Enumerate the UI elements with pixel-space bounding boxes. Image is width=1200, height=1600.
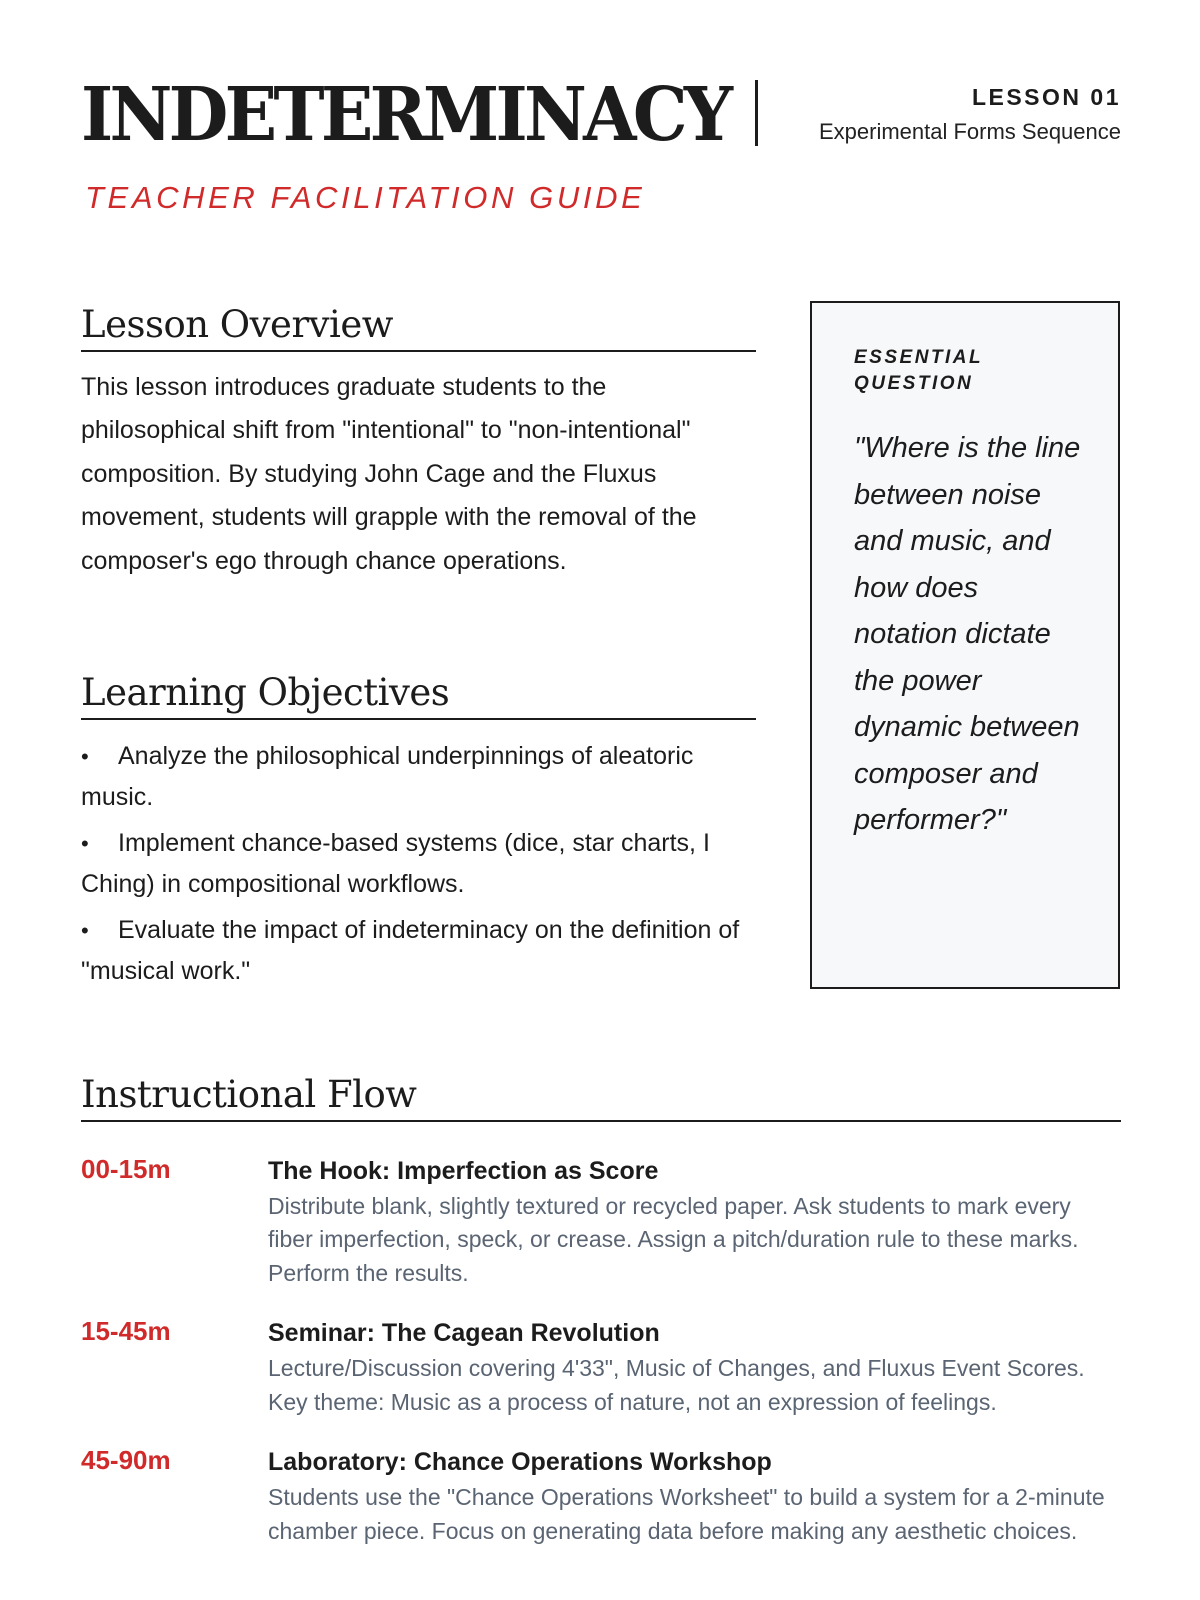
flow-item bbox=[81, 1316, 1121, 1419]
page-header bbox=[81, 72, 1121, 228]
flow-item bbox=[81, 1445, 1121, 1548]
instructional-flow-section bbox=[81, 1075, 1121, 1548]
objective-item bbox=[81, 823, 756, 904]
flow-item-description: Distribute blank, slightly textured or recycled paper. Ask students to mark every fiber imperfection, speck, or crease. Assign a pitch/duration rule to these marks. Perform the results. bbox=[268, 1192, 1079, 1286]
flow-item-description: Students use the "Chance Operations Worksheet" to build a system for a 2-minute chamber piece. Focus on generating data before making any aesthetic choices. bbox=[268, 1484, 1105, 1544]
objectives-list bbox=[81, 736, 756, 991]
flow-time: 00-15m bbox=[81, 1153, 171, 1184]
objective-item bbox=[81, 910, 756, 991]
learning-objectives-section bbox=[81, 673, 756, 997]
essential-question-label: ESSENTIAL QUESTION bbox=[854, 347, 983, 394]
flow-time: 15-45m bbox=[81, 1316, 171, 1347]
objective-text: Analyze the philosophical underpinnings of aleatoric music. bbox=[81, 741, 694, 811]
lesson-meta bbox=[819, 84, 1121, 145]
objective-item bbox=[81, 736, 756, 817]
flow-item-description: Lecture/Discussion covering 4'33", Music of Changes, and Fluxus Event Scores. Key theme: Music as a process of nature, not an expression of feelings. bbox=[268, 1355, 1085, 1415]
header-divider bbox=[755, 80, 758, 146]
page-title: INDETERMINACY bbox=[81, 72, 730, 158]
flow-time: 45-90m bbox=[81, 1445, 171, 1476]
objective-text: Implement chance-based systems (dice, star charts, I Ching) in compositional workflows. bbox=[81, 828, 710, 898]
flow-item bbox=[81, 1154, 1121, 1291]
objectives-heading: Learning Objectives bbox=[81, 673, 756, 720]
objective-text: Evaluate the impact of indeterminacy on the definition of "musical work." bbox=[81, 915, 740, 985]
bullet-icon: • bbox=[81, 830, 89, 856]
flow-heading: Instructional Flow bbox=[81, 1075, 1121, 1122]
flow-item-title: Seminar: The Cagean Revolution bbox=[268, 1319, 660, 1348]
lesson-number: LESSON 01 bbox=[971, 84, 1121, 110]
bullet-icon: • bbox=[81, 917, 89, 943]
essential-question-text: "Where is the line between noise and music, and how does notation dictate the power dynamic between composer and performer?" bbox=[854, 432, 1081, 836]
overview-heading: Lesson Overview bbox=[81, 305, 756, 352]
flow-item-title: The Hook: Imperfection as Score bbox=[268, 1156, 659, 1185]
bullet-icon: • bbox=[81, 743, 89, 769]
flow-item-title: Laboratory: Chance Operations Workshop bbox=[268, 1448, 772, 1477]
page-subtitle: TEACHER FACILITATION GUIDE bbox=[85, 180, 646, 215]
essential-question-box bbox=[810, 301, 1120, 989]
overview-text: This lesson introduces graduate students to the philosophical shift from "intentional" to "non-intentional" composition. By studying John Cage and the Fluxus movement, students will grapple with the removal of the composer's ego through chance operations. bbox=[81, 372, 697, 575]
lesson-overview-section bbox=[81, 305, 756, 608]
lesson-series: Experimental Forms Sequence bbox=[818, 119, 1121, 144]
